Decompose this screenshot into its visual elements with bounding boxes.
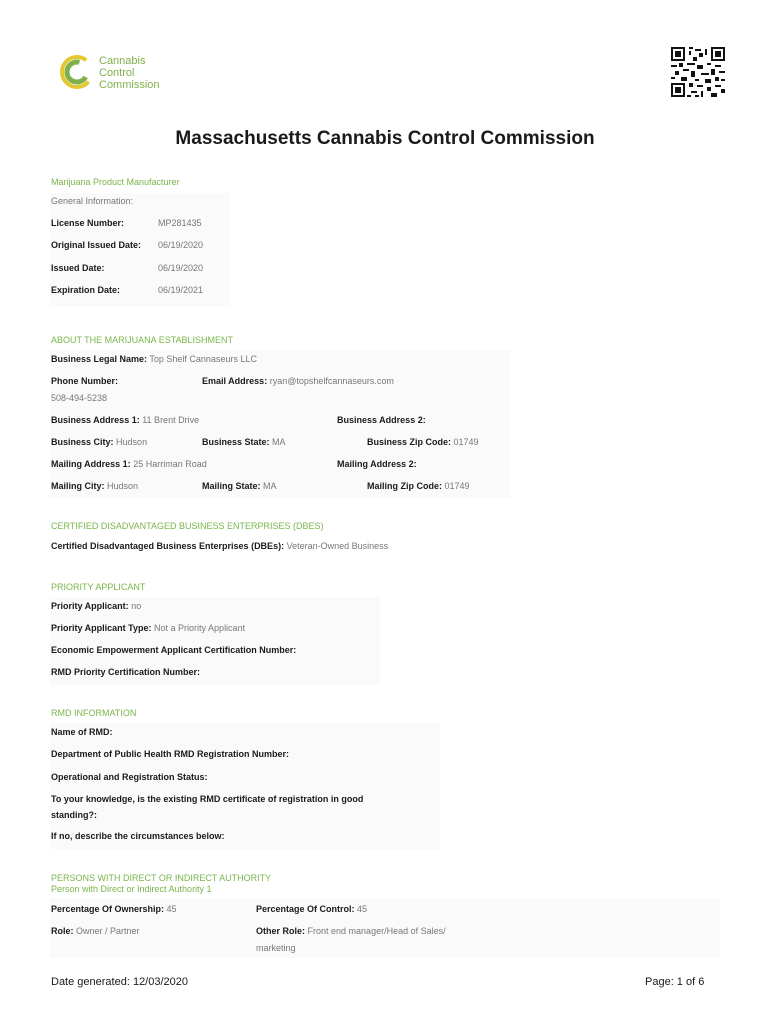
business-address2-label: Business Address 2: — [337, 415, 426, 425]
logo-line2: Control — [99, 67, 135, 79]
good-standing-label-line2: standing?: — [51, 810, 97, 820]
business-state-value: MA — [272, 437, 286, 447]
mailing-state-label: Mailing State: — [202, 481, 261, 491]
persons-section-title: PERSONS WITH DIRECT OR INDIRECT AUTHORITY — [51, 873, 272, 883]
business-zip-value: 01749 — [453, 437, 479, 447]
dbe-value: Veteran-Owned Business — [286, 541, 389, 551]
good-standing-label-line1: To your knowledge, is the existing RMD certificate of registration in good — [51, 794, 364, 804]
role-value: Owner / Partner — [76, 926, 140, 936]
legal-name-value: Top Shelf Cannaseurs LLC — [149, 354, 257, 364]
mailing-address1-label: Mailing Address 1: — [51, 459, 131, 469]
rmd-name-label: Name of RMD: — [51, 727, 113, 737]
dph-registration-label: Department of Public Health RMD Registration Number: — [51, 749, 290, 759]
rmd-priority-certification-label: RMD Priority Certification Number: — [51, 667, 201, 677]
other-role-value-line2: marketing — [256, 943, 296, 953]
eea-certification-label: Economic Empowerment Applicant Certification Number: — [51, 645, 297, 655]
business-state-label: Business State: — [202, 437, 270, 447]
license-number-label: License Number: — [51, 218, 125, 228]
date-generated: Date generated: 12/03/2020 — [51, 976, 189, 988]
role-label: Role: — [51, 926, 74, 936]
page-number: Page: 1 of 6 — [645, 976, 705, 988]
email-value: ryan@topshelfcannaseurs.com — [269, 376, 394, 386]
priority-type-value: Not a Priority Applicant — [154, 623, 246, 633]
priority-applicant-label: Priority Applicant: — [51, 601, 129, 611]
ownership-value: 45 — [166, 904, 177, 914]
priority-type-label: Priority Applicant Type: — [51, 623, 152, 633]
expiration-date-label: Expiration Date: — [51, 285, 121, 295]
business-zip-label: Business Zip Code: — [367, 437, 452, 447]
original-issued-date-label: Original Issued Date: — [51, 240, 142, 250]
control-label: Percentage Of Control: — [256, 904, 355, 914]
operational-status-label: Operational and Registration Status: — [51, 772, 208, 782]
issued-date-label: Issued Date: — [51, 263, 105, 273]
dbe-label: Certified Disadvantaged Business Enterprises (DBEs): — [51, 541, 285, 551]
mailing-zip-label: Mailing Zip Code: — [367, 481, 442, 491]
dbe-section-title: CERTIFIED DISADVANTAGED BUSINESS ENTERPRISES (DBES) — [51, 521, 324, 531]
control-value: 45 — [357, 904, 368, 914]
page-title: Massachusetts Cannabis Control Commission — [175, 128, 595, 149]
mailing-city-label: Mailing City: — [51, 481, 105, 491]
general-info-label: General Information: — [51, 196, 134, 206]
mailing-zip-value: 01749 — [444, 481, 470, 491]
logo-wordmark — [99, 55, 160, 91]
phone-value: 508-494-5238 — [51, 393, 108, 403]
email-label: Email Address: — [202, 376, 268, 386]
mailing-city-value: Hudson — [107, 481, 139, 491]
other-role-label: Other Role: — [256, 926, 306, 936]
original-issued-date-value: 06/19/2020 — [158, 240, 204, 250]
license-number-value: MP281435 — [158, 218, 202, 228]
mailing-address1-value: 25 Harriman Road — [133, 459, 207, 469]
business-address1-label: Business Address 1: — [51, 415, 140, 425]
priority-section-title: PRIORITY APPLICANT — [51, 582, 146, 592]
business-city-label: Business City: — [51, 437, 114, 447]
rmd-section-title: RMD INFORMATION — [51, 708, 137, 718]
mailing-address2-label: Mailing Address 2: — [337, 459, 417, 469]
issued-date-value: 06/19/2020 — [158, 263, 204, 273]
logo-line3: Commission — [99, 79, 160, 91]
mailing-state-value: MA — [263, 481, 277, 491]
phone-label: Phone Number: — [51, 376, 119, 386]
legal-name-label: Business Legal Name: — [51, 354, 148, 364]
establishment-section-title: ABOUT THE MARIJUANA ESTABLISHMENT — [51, 335, 234, 345]
circumstances-label: If no, describe the circumstances below: — [51, 831, 225, 841]
license-section-title: Marijuana Product Manufacturer — [51, 177, 180, 187]
expiration-date-value: 06/19/2021 — [158, 285, 204, 295]
qr-code-icon — [671, 47, 725, 97]
other-role-value-line1: Front end manager/Head of Sales/ — [307, 926, 446, 936]
business-address1-value: 11 Brent Drive — [142, 415, 200, 425]
person-subtitle: Person with Direct or Indirect Authority 1 — [51, 884, 212, 894]
ownership-label: Percentage Of Ownership: — [51, 904, 165, 914]
priority-applicant-value: no — [131, 601, 142, 611]
business-city-value: Hudson — [116, 437, 148, 447]
logo-line1: Cannabis — [99, 55, 146, 67]
